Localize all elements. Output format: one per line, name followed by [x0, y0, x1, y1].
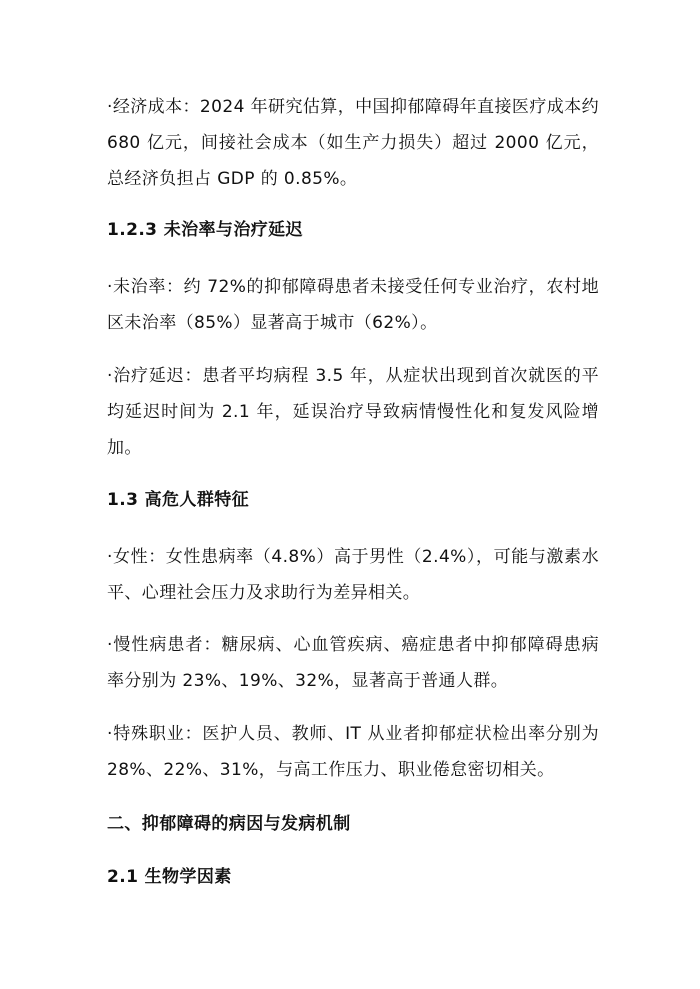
paragraph-women: ·女性：女性患病率（4.8%）高于男性（2.4%），可能与激素水平、心理社会压力及求助行为差异相关。	[107, 547, 599, 603]
paragraph-untreated-rate: ·未治率：约 72%的抑郁障碍患者未接受任何专业治疗，农村地区未治率（85%）显著高于城市（62%）。	[107, 277, 599, 333]
heading-high-risk-groups: 1.3 高危人群特征	[107, 490, 250, 510]
paragraph-economic-cost: ·经济成本：2024 年研究估算，中国抑郁障碍年直接医疗成本约 680 亿元，间接社会成本（如生产力损失）超过 2000 亿元，总经济负担占 GDP 的 0.85%。	[107, 97, 599, 189]
heading-etiology-and-pathogenesis: 二、抑郁障碍的病因与发病机制	[107, 814, 351, 834]
heading-biological-factors: 2.1 生物学因素	[107, 867, 232, 887]
paragraph-treatment-delay: ·治疗延迟：患者平均病程 3.5 年，从症状出现到首次就医的平均延迟时间为 2.1 年，延误治疗导致病情慢性化和复发风险增加。	[107, 366, 599, 458]
paragraph-chronic-disease-patients: ·慢性病患者：糖尿病、心血管疾病、癌症患者中抑郁障碍患病率分别为 23%、19%、32%，显著高于普通人群。	[107, 635, 599, 691]
heading-untreated-rate-and-delay: 1.2.3 未治率与治疗延迟	[107, 220, 303, 240]
paragraph-special-occupations: ·特殊职业：医护人员、教师、IT 从业者抑郁症状检出率分别为 28%、22%、31%，与高工作压力、职业倦怠密切相关。	[107, 724, 599, 780]
